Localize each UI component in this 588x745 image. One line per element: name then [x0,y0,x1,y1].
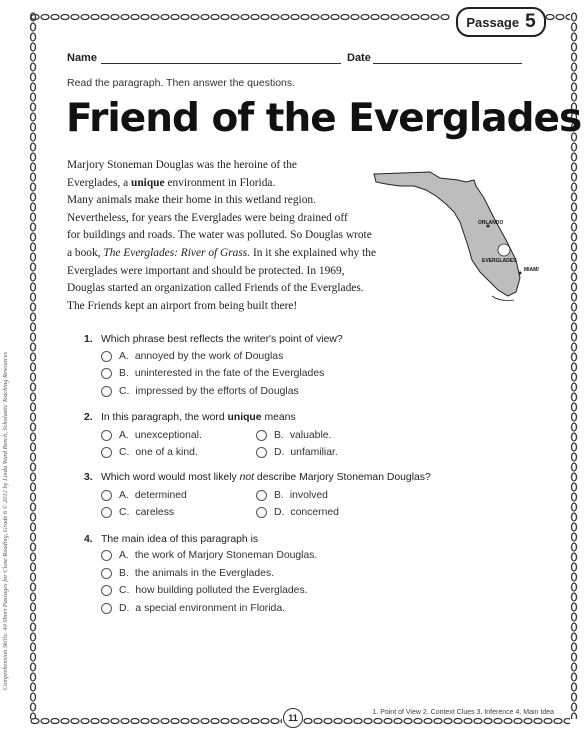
map-label-orlando: ORLANDO [478,220,504,226]
map-label-miami: MIAMI [524,267,539,273]
q4-option-a[interactable]: A. the work of Marjory Stoneman Douglas. [101,550,317,561]
q1-option-c[interactable]: C. impressed by the efforts of Douglas [101,386,299,397]
radio-circle-icon[interactable] [101,568,112,579]
question-number: 4. [84,534,93,545]
radio-circle-icon[interactable] [101,507,112,518]
q3-option-a[interactable]: A. determined [101,490,187,501]
question-text: In this paragraph, the word unique means [101,412,296,423]
chain-border-top-right [545,12,570,22]
page-number: 11 [283,708,303,728]
lake-okeechobee-icon [498,244,510,256]
paragraph-line: for buildings and roads. The water was polluted. So Douglas wrote [67,229,372,242]
q3-option-b[interactable]: B. involved [256,490,328,501]
q1-option-b[interactable]: B. uninterested in the fate of the Everglades [101,368,324,379]
passage-label: Passage [466,14,520,30]
q1-option-a[interactable]: A. annoyed by the work of Douglas [101,351,283,362]
paragraph-line: Many animals make their home in this wetland region. [67,194,316,207]
radio-circle-icon[interactable] [101,447,112,458]
question-text: Which phrase best reflects the writer's point of view? [101,334,343,345]
question-text: The main idea of this paragraph is [101,534,259,545]
copyright-credit: Comprehension Skills: 40 Short Passages for Close Reading, Grade 6 © 2012 by Linda Ward Beech, Scholastic Teaching Resources [2,351,9,690]
page-title: Friend of the Everglades [66,96,582,141]
paragraph-line: Douglas started an organization called Friends of the Everglades. [67,282,364,295]
date-label: Date [347,52,371,64]
radio-circle-icon[interactable] [256,490,267,501]
radio-circle-icon[interactable] [101,585,112,596]
passage-number: 5 [525,11,536,32]
chain-border-top [30,12,450,22]
q2-option-d[interactable]: D. unfamiliar. [256,447,338,458]
chain-border-bottom-left [30,716,282,726]
q3-option-c[interactable]: C. careless [101,507,174,518]
miami-dot [519,272,522,275]
name-label: Name [67,52,97,64]
chain-border-bottom-right [303,716,570,726]
question-number: 2. [84,412,93,423]
q2-option-a[interactable]: A. unexceptional. [101,430,202,441]
keyword-unique: unique [131,176,165,189]
q4-option-d[interactable]: D. a special environment in Florida. [101,603,285,614]
radio-circle-icon[interactable] [101,351,112,362]
paragraph-line: Everglades, a unique environment in Florida. [67,176,276,189]
q4-option-b[interactable]: B. the animals in the Everglades. [101,568,274,579]
paragraph-line: Marjory Stoneman Douglas was the heroine of the [67,159,297,171]
florida-map [370,160,546,305]
radio-circle-icon[interactable] [101,386,112,397]
reading-paragraph [67,157,402,315]
paragraph-line: The Friends kept an airport from being built there! [67,299,298,312]
radio-circle-icon[interactable] [101,603,112,614]
q2-option-c[interactable]: C. one of a kind. [101,447,198,458]
map-label-everglades: EVERGLADES [482,258,517,264]
paragraph-line: a book, The Everglades: River of Grass. In it she explained why the [67,246,377,259]
q3-option-d[interactable]: D. concerned [256,507,339,518]
date-field[interactable] [373,62,522,64]
radio-circle-icon[interactable] [256,447,267,458]
chain-border-left [28,12,38,719]
name-date-row [67,49,522,67]
paragraph-line: Everglades were important and should be protected. In 1969, [67,264,345,277]
book-title: The Everglades: River of Grass. [103,246,251,259]
question-number: 3. [84,472,93,483]
radio-circle-icon[interactable] [256,507,267,518]
radio-circle-icon[interactable] [101,368,112,379]
radio-circle-icon[interactable] [101,490,112,501]
instructions: Read the paragraph. Then answer the questions. [67,77,296,89]
radio-circle-icon[interactable] [101,430,112,441]
question-number: 1. [84,334,93,345]
paragraph-line: Nevertheless, for years the Everglades were being drained off [67,211,348,224]
name-field[interactable] [101,62,341,64]
skills-footer: 1. Point of View 2. Context Clues 3. Inference 4. Main Idea [372,709,554,716]
question-text: Which word would most likely not describe Marjory Stoneman Douglas? [101,472,431,483]
q2-option-b[interactable]: B. valuable. [256,430,331,441]
radio-circle-icon[interactable] [256,430,267,441]
passage-tab [456,7,546,37]
radio-circle-icon[interactable] [101,550,112,561]
q4-option-c[interactable]: C. how building polluted the Everglades. [101,585,308,596]
